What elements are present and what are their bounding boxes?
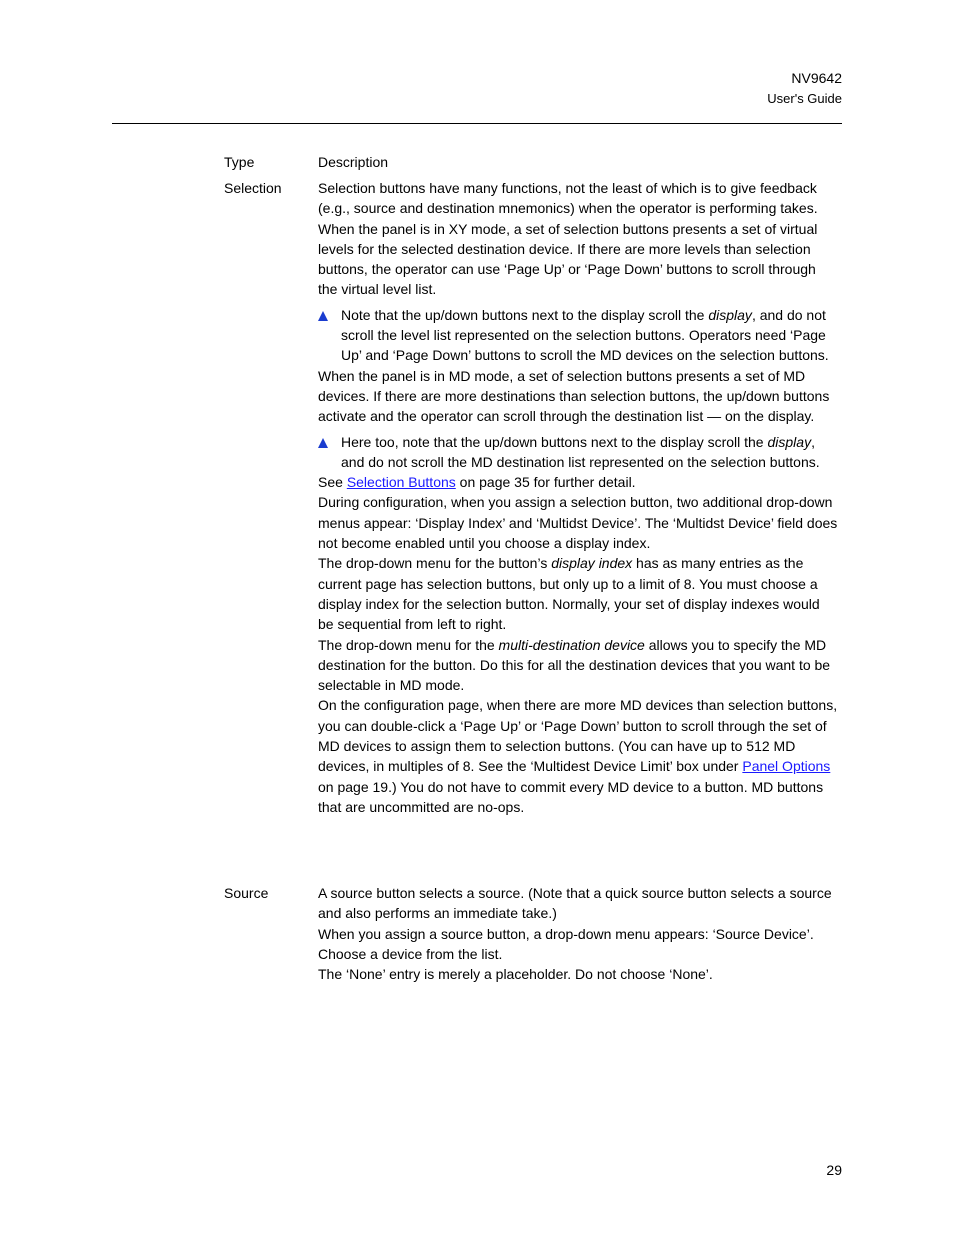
source-paragraph: The ‘None’ entry is merely a placeholder. Do not choose ‘None’.	[318, 966, 713, 983]
row-description-source	[318, 883, 838, 984]
column-header-description: Description	[318, 154, 389, 170]
row-description-selection	[318, 178, 838, 817]
source-paragraph: When you assign a source button, a drop-down menu appears: ‘Source Device’. Choose a device from the list.	[318, 925, 814, 962]
selection-paragraph: Selection buttons have many functions, not the least of which is to give feedback (e.g., source and destination mnemonics) when the operator is performing takes. When the panel is in XY mode, a set of selection buttons presents a set of virtual levels for the selected destination device. If there are more levels than selection buttons, the operator can use ‘Page Up’ or ‘Page Down’ buttons to scroll through the virtual level list.	[318, 180, 818, 298]
note-item: Here too, note that the up/down buttons next to the display scroll the display, and do not scroll the MD destination list represented on the selection buttons.	[318, 432, 838, 473]
document-title: NV9642	[791, 70, 842, 86]
note-item: Note that the up/down buttons next to the display scroll the display, and do not scroll the level list represented on the selection buttons. Operators need ‘Page Up’ and ‘Page Down’ buttons to scroll the MD devices on the selection buttons.	[318, 305, 838, 366]
selection-paragraph: During configuration, when you assign a selection button, two additional drop-down menus appear: ‘Display Index’ and ‘Multidst Device’. The ‘Multidst Device’ field does not become enabled until you choose a display index.	[318, 494, 838, 552]
selection-paragraph: The drop-down menu for the multi-destination device allows you to specify the MD destination for the button. Do this for all the destination devices that you want to be selectable in MD mode.	[318, 636, 831, 694]
column-header-type: Type	[224, 154, 255, 170]
note-triangle-icon	[318, 311, 328, 321]
see-also-paragraph: See Selection Buttons on page 35 for further detail.	[318, 474, 636, 491]
row-type-source: Source	[224, 885, 269, 901]
note-triangle-icon	[318, 438, 328, 448]
header-rule	[112, 123, 842, 124]
row-type-selection: Selection	[224, 180, 282, 196]
selection-paragraph: The drop-down menu for the button’s display index has as many entries as the current page has selection buttons, but only up to a limit of 8. You must choose a display index for the selection button. Normally, your set of display indexes would be sequential from left to right.	[318, 555, 820, 633]
page-number: 29	[826, 1162, 842, 1178]
source-paragraph: A source button selects a source. (Note that a quick source button selects a source and also performs an immediate take.)	[318, 885, 832, 922]
panel-options-link[interactable]: Panel Options	[742, 758, 831, 775]
selection-paragraph: On the configuration page, when there are more MD devices than selection buttons, you can double-click a ‘Page Up’ or ‘Page Down’ button to scroll through the set of MD devices to assign them to selection buttons. (You can have up to 512 MD devices, in multiples of 8. See the ‘Multidest Device Limit’ box under Panel Options on page 19.) You do not have to commit every MD device to a button. MD buttons that are uncommitted are no-ops.	[318, 697, 838, 815]
document-subtitle: User's Guide	[767, 91, 842, 106]
selection-buttons-link[interactable]: Selection Buttons	[346, 474, 456, 491]
selection-paragraph: When the panel is in MD mode, a set of selection buttons presents a set of MD devices. If there are more destinations than selection buttons, the up/down buttons activate and the operator can scroll through the destination list — on the display.	[318, 367, 830, 425]
